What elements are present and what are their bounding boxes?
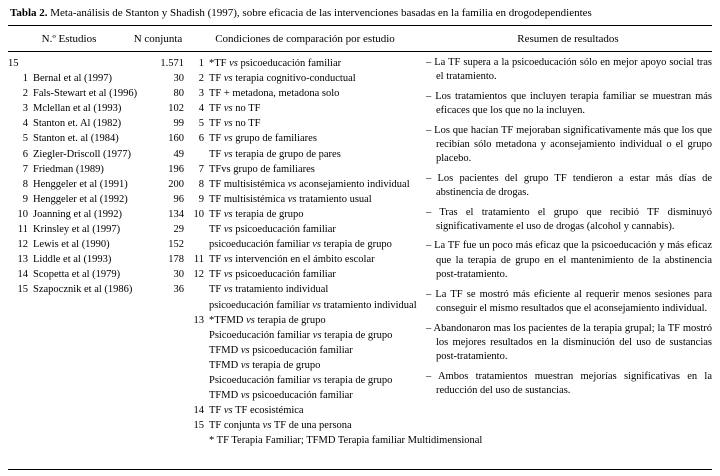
condition-number: 8 xyxy=(198,178,204,190)
condition-number: 10 xyxy=(193,208,204,220)
study-n-value: 80 xyxy=(173,88,184,100)
result-item: – Ambos tratamientos muestran mejorías significativas en la reducción del uso de sustancias. xyxy=(426,370,712,397)
study-name: Ziegler-Driscoll (1977) xyxy=(33,148,132,160)
result-item: – La TF fue un poco más eficaz que la psicoeducación y más eficaz que la terapia de grupo en el mantenimiento de la abstinencia post-tratamiento. xyxy=(426,240,712,281)
condition-row xyxy=(184,71,420,86)
study-row xyxy=(8,267,184,282)
study-row xyxy=(8,207,184,222)
condition-text: TF vs no TF xyxy=(209,118,261,130)
vs-italic: vs xyxy=(223,208,233,220)
study-row xyxy=(8,222,184,237)
vs-italic: vs xyxy=(262,420,272,432)
condition-row xyxy=(184,298,420,313)
condition-text: TF vs terapia de grupo de pares xyxy=(209,148,341,160)
study-n-value: 102 xyxy=(168,103,184,115)
condition-number: 14 xyxy=(193,405,204,417)
study-n-value: 99 xyxy=(173,118,184,130)
result-item: – La TF supera a la psicoeducación sólo en mejor apoyo social tras el tratamiento. xyxy=(426,57,712,83)
condition-text: TFMD vs psicoeducación familiar xyxy=(209,390,353,402)
condition-row xyxy=(184,101,420,116)
study-number: 3 xyxy=(22,103,28,115)
study-name: Mclellan et al (1993) xyxy=(33,103,122,115)
condition-text: psicoeducación familiar vs tratamiento individual xyxy=(209,299,417,311)
condition-row xyxy=(184,343,420,358)
result-item: – Tras el tratamiento el grupo que recibió TF disminuyó significativamente el uso de drogas (alcohol y cannabis). xyxy=(426,206,712,233)
condition-number: 7 xyxy=(198,163,204,175)
study-name: Henggeler et al (1991) xyxy=(33,178,128,190)
condition-row xyxy=(184,131,420,146)
study-number: 4 xyxy=(22,118,28,130)
study-number: 13 xyxy=(17,254,28,266)
study-number: 15 xyxy=(17,284,28,296)
condition-text: TFMD vs terapia de grupo xyxy=(209,359,321,371)
condition-row xyxy=(184,267,420,282)
study-n-value: 196 xyxy=(168,163,184,175)
vs-italic: vs xyxy=(287,178,297,190)
condition-text: psicoeducación familiar vs terapia de grupo xyxy=(209,239,392,251)
condition-number xyxy=(184,373,204,388)
result-item: – La TF se mostró más eficiente al requerir menos sesiones para conseguir el mismo resultados que el aconsejamiento individual. xyxy=(426,288,712,315)
table-header-row xyxy=(8,26,712,51)
condition-row xyxy=(184,313,420,328)
study-name: Fals-Stewart et al (1996) xyxy=(33,88,138,100)
condition-row xyxy=(184,207,420,222)
study-n-value: 29 xyxy=(173,224,184,236)
result-item: – Los pacientes del grupo TF tendieron a estar más días de abstinencia de drogas. xyxy=(426,172,712,199)
table-body xyxy=(8,52,712,464)
vs-italic: vs xyxy=(312,239,321,251)
condition-number xyxy=(184,237,204,252)
result-item: – Los tratamientos que incluyen terapia familiar se muestran más eficaces que los que no la incluyen. xyxy=(426,90,712,117)
study-name: Joanning et al (1992) xyxy=(33,208,122,220)
condition-row xyxy=(184,162,420,177)
table-caption-text: Meta-análisis de Stanton y Shadish (1997), sobre eficacia de las intervenciones basadas en la familia en drogodependientes xyxy=(47,7,592,19)
study-row xyxy=(8,86,184,101)
condition-number xyxy=(184,343,204,358)
study-name: Liddle et al (1993) xyxy=(33,254,112,266)
conditions-lines xyxy=(184,56,420,433)
condition-number: 2 xyxy=(198,73,204,85)
study-n-value: 30 xyxy=(173,269,184,281)
condition-number xyxy=(184,328,204,343)
study-row xyxy=(8,162,184,177)
condition-text: TF vs grupo de familiares xyxy=(209,133,317,145)
study-name: Stanton et. Al (1982) xyxy=(33,118,122,130)
condition-text: TFvs grupo de familiares xyxy=(209,163,315,175)
condition-row xyxy=(184,116,420,131)
vs-italic: vs xyxy=(223,73,233,85)
condition-text: TF conjunta vs TF de una persona xyxy=(209,420,352,432)
condition-row xyxy=(184,147,420,162)
study-number: 1 xyxy=(22,73,28,85)
vs-italic: vs xyxy=(240,359,250,371)
study-row xyxy=(8,252,184,267)
study-n-value: 160 xyxy=(168,133,184,145)
study-n-value: 200 xyxy=(168,178,184,190)
study-n-value: 30 xyxy=(173,73,184,85)
study-name: Henggeler et al (1992) xyxy=(33,193,128,205)
condition-number: 5 xyxy=(198,118,204,130)
vs-italic: vs xyxy=(223,254,233,266)
rule-bottom xyxy=(8,469,712,470)
results-column xyxy=(420,56,712,464)
condition-row xyxy=(184,373,420,388)
condition-row xyxy=(184,237,420,252)
study-n-value: 134 xyxy=(168,208,184,220)
condition-number: 1 xyxy=(198,58,204,69)
condition-text: TF vs intervención en el ámbito escolar xyxy=(209,254,375,266)
vs-italic: vs xyxy=(223,148,233,160)
study-number: 7 xyxy=(22,163,28,175)
vs-italic: vs xyxy=(287,193,297,205)
vs-italic: vs xyxy=(223,269,233,281)
study-n-value: 178 xyxy=(168,254,184,266)
condition-number xyxy=(184,222,204,237)
study-row xyxy=(8,237,184,252)
condition-row xyxy=(184,358,420,373)
study-number: 11 xyxy=(17,224,28,236)
header-condiciones: Condiciones de comparación por estudio xyxy=(215,32,395,45)
study-name: Scopetta et al (1979) xyxy=(33,269,121,281)
condition-text: TF vs TF ecosistémica xyxy=(209,405,304,417)
vs-italic: vs xyxy=(312,329,322,341)
condition-row xyxy=(184,86,420,101)
condition-number: 6 xyxy=(198,133,204,145)
header-resumen: Resumen de resultados xyxy=(517,32,619,45)
condition-row xyxy=(184,222,420,237)
vs-italic: vs xyxy=(223,133,233,145)
header-n-estudios: N.º Estudios xyxy=(41,32,97,45)
header-n-conjunta: N conjunta xyxy=(133,32,183,45)
study-n-value: 96 xyxy=(173,193,184,205)
study-row xyxy=(8,116,184,131)
study-row xyxy=(8,101,184,116)
condition-number: 12 xyxy=(193,269,204,281)
vs-italic: vs xyxy=(240,390,250,402)
condition-row xyxy=(184,282,420,297)
condition-number: 9 xyxy=(198,193,204,205)
study-row xyxy=(8,71,184,86)
total-studies-count: 15 xyxy=(8,58,19,69)
studies-column xyxy=(8,56,184,464)
study-name: Lewis et al (1990) xyxy=(33,239,110,251)
condition-row xyxy=(184,252,420,267)
condition-text: TF vs terapia cognitivo-conductual xyxy=(209,73,356,85)
total-n-conjunta: 1.571 xyxy=(160,58,184,69)
condition-text: Psicoeducación familiar vs terapia de grupo xyxy=(209,329,393,341)
condition-row xyxy=(184,388,420,403)
condition-number xyxy=(184,358,204,373)
study-n-value: 152 xyxy=(168,239,184,251)
vs-italic: vs xyxy=(223,103,233,115)
vs-italic: vs xyxy=(312,374,322,386)
condition-text: *TFMD vs terapia de grupo xyxy=(209,314,326,326)
study-name: Szapocznik et al (1986) xyxy=(33,284,133,296)
vs-italic: vs xyxy=(246,314,255,326)
condition-number xyxy=(184,298,204,313)
study-number: 8 xyxy=(22,178,28,190)
study-number: 6 xyxy=(22,148,28,160)
condition-text: TF vs psicoeducación familiar xyxy=(209,224,336,236)
study-number: 5 xyxy=(22,133,28,145)
study-n-value: 36 xyxy=(173,284,184,296)
vs-italic: vs xyxy=(223,284,233,296)
vs-italic: vs xyxy=(223,224,233,236)
condition-number: 3 xyxy=(198,88,204,100)
study-number: 2 xyxy=(22,88,28,100)
condition-row xyxy=(184,328,420,343)
condition-number xyxy=(184,282,204,297)
study-number: 12 xyxy=(17,239,28,251)
condition-number xyxy=(184,147,204,162)
study-name: Bernal et al (1997) xyxy=(33,73,113,85)
totals-spacer xyxy=(28,56,142,71)
study-row xyxy=(8,282,184,297)
result-item: – Los que hacían TF mejoraban significativamente más que los que recibían sólo metadona y aconsejamiento individual o el grupo placebo. xyxy=(426,124,712,165)
conditions-column xyxy=(184,56,483,464)
condition-number: 11 xyxy=(193,254,204,266)
condition-text: TF vs psicoeducación familiar xyxy=(209,269,336,281)
study-number: 10 xyxy=(17,208,28,220)
condition-number: 15 xyxy=(193,420,204,432)
study-number: 14 xyxy=(17,269,28,281)
condition-text: TFMD vs psicoeducación familiar xyxy=(209,344,353,356)
condition-number: 13 xyxy=(193,314,204,326)
study-n-value: 49 xyxy=(173,148,184,160)
study-name: Friedman (1989) xyxy=(33,163,104,175)
condition-text: *TF vs psicoeducación familiar xyxy=(209,58,342,69)
condition-text: TF multisistémica vs tratamiento usual xyxy=(209,193,372,205)
vs-italic: vs xyxy=(223,405,233,417)
table-footnote: * TF Terapia Familiar; TFMD Terapia familiar Multidimensional xyxy=(209,435,483,447)
condition-text: Psicoeducación familiar vs terapia de grupo xyxy=(209,374,393,386)
result-item: – Abandonaron mas los pacientes de la terapia grupal; la TF mostró los mejores resultados en la disminución del uso de sustancias post-tratamiento. xyxy=(426,322,712,363)
vs-italic: vs xyxy=(240,344,250,356)
condition-number: 4 xyxy=(198,103,204,115)
study-row xyxy=(8,131,184,146)
condition-row xyxy=(184,177,420,192)
condition-row xyxy=(184,56,420,71)
table-caption xyxy=(8,5,712,25)
vs-italic: vs xyxy=(223,118,233,130)
condition-text: TF vs terapia de grupo xyxy=(209,208,304,220)
study-name: Stanton et. al (1984) xyxy=(33,133,119,145)
condition-row xyxy=(184,418,420,433)
study-row xyxy=(8,192,184,207)
vs-italic: vs xyxy=(229,58,238,69)
condition-number xyxy=(184,388,204,403)
study-row xyxy=(8,177,184,192)
vs-italic: vs xyxy=(312,299,321,311)
study-number: 9 xyxy=(22,193,28,205)
study-name: Krinsley et al (1997) xyxy=(33,224,121,236)
condition-text: TF vs no TF xyxy=(209,103,261,115)
condition-text: TF multisistémica vs aconsejamiento individual xyxy=(209,178,410,190)
condition-text: TF vs tratamiento individual xyxy=(209,284,329,296)
table-caption-label: Tabla 2. xyxy=(10,7,48,19)
condition-row xyxy=(184,403,420,418)
condition-text: TF + metadona, metadona solo xyxy=(209,88,340,100)
totals-row xyxy=(8,56,184,71)
condition-row xyxy=(184,192,420,207)
study-row xyxy=(8,147,184,162)
